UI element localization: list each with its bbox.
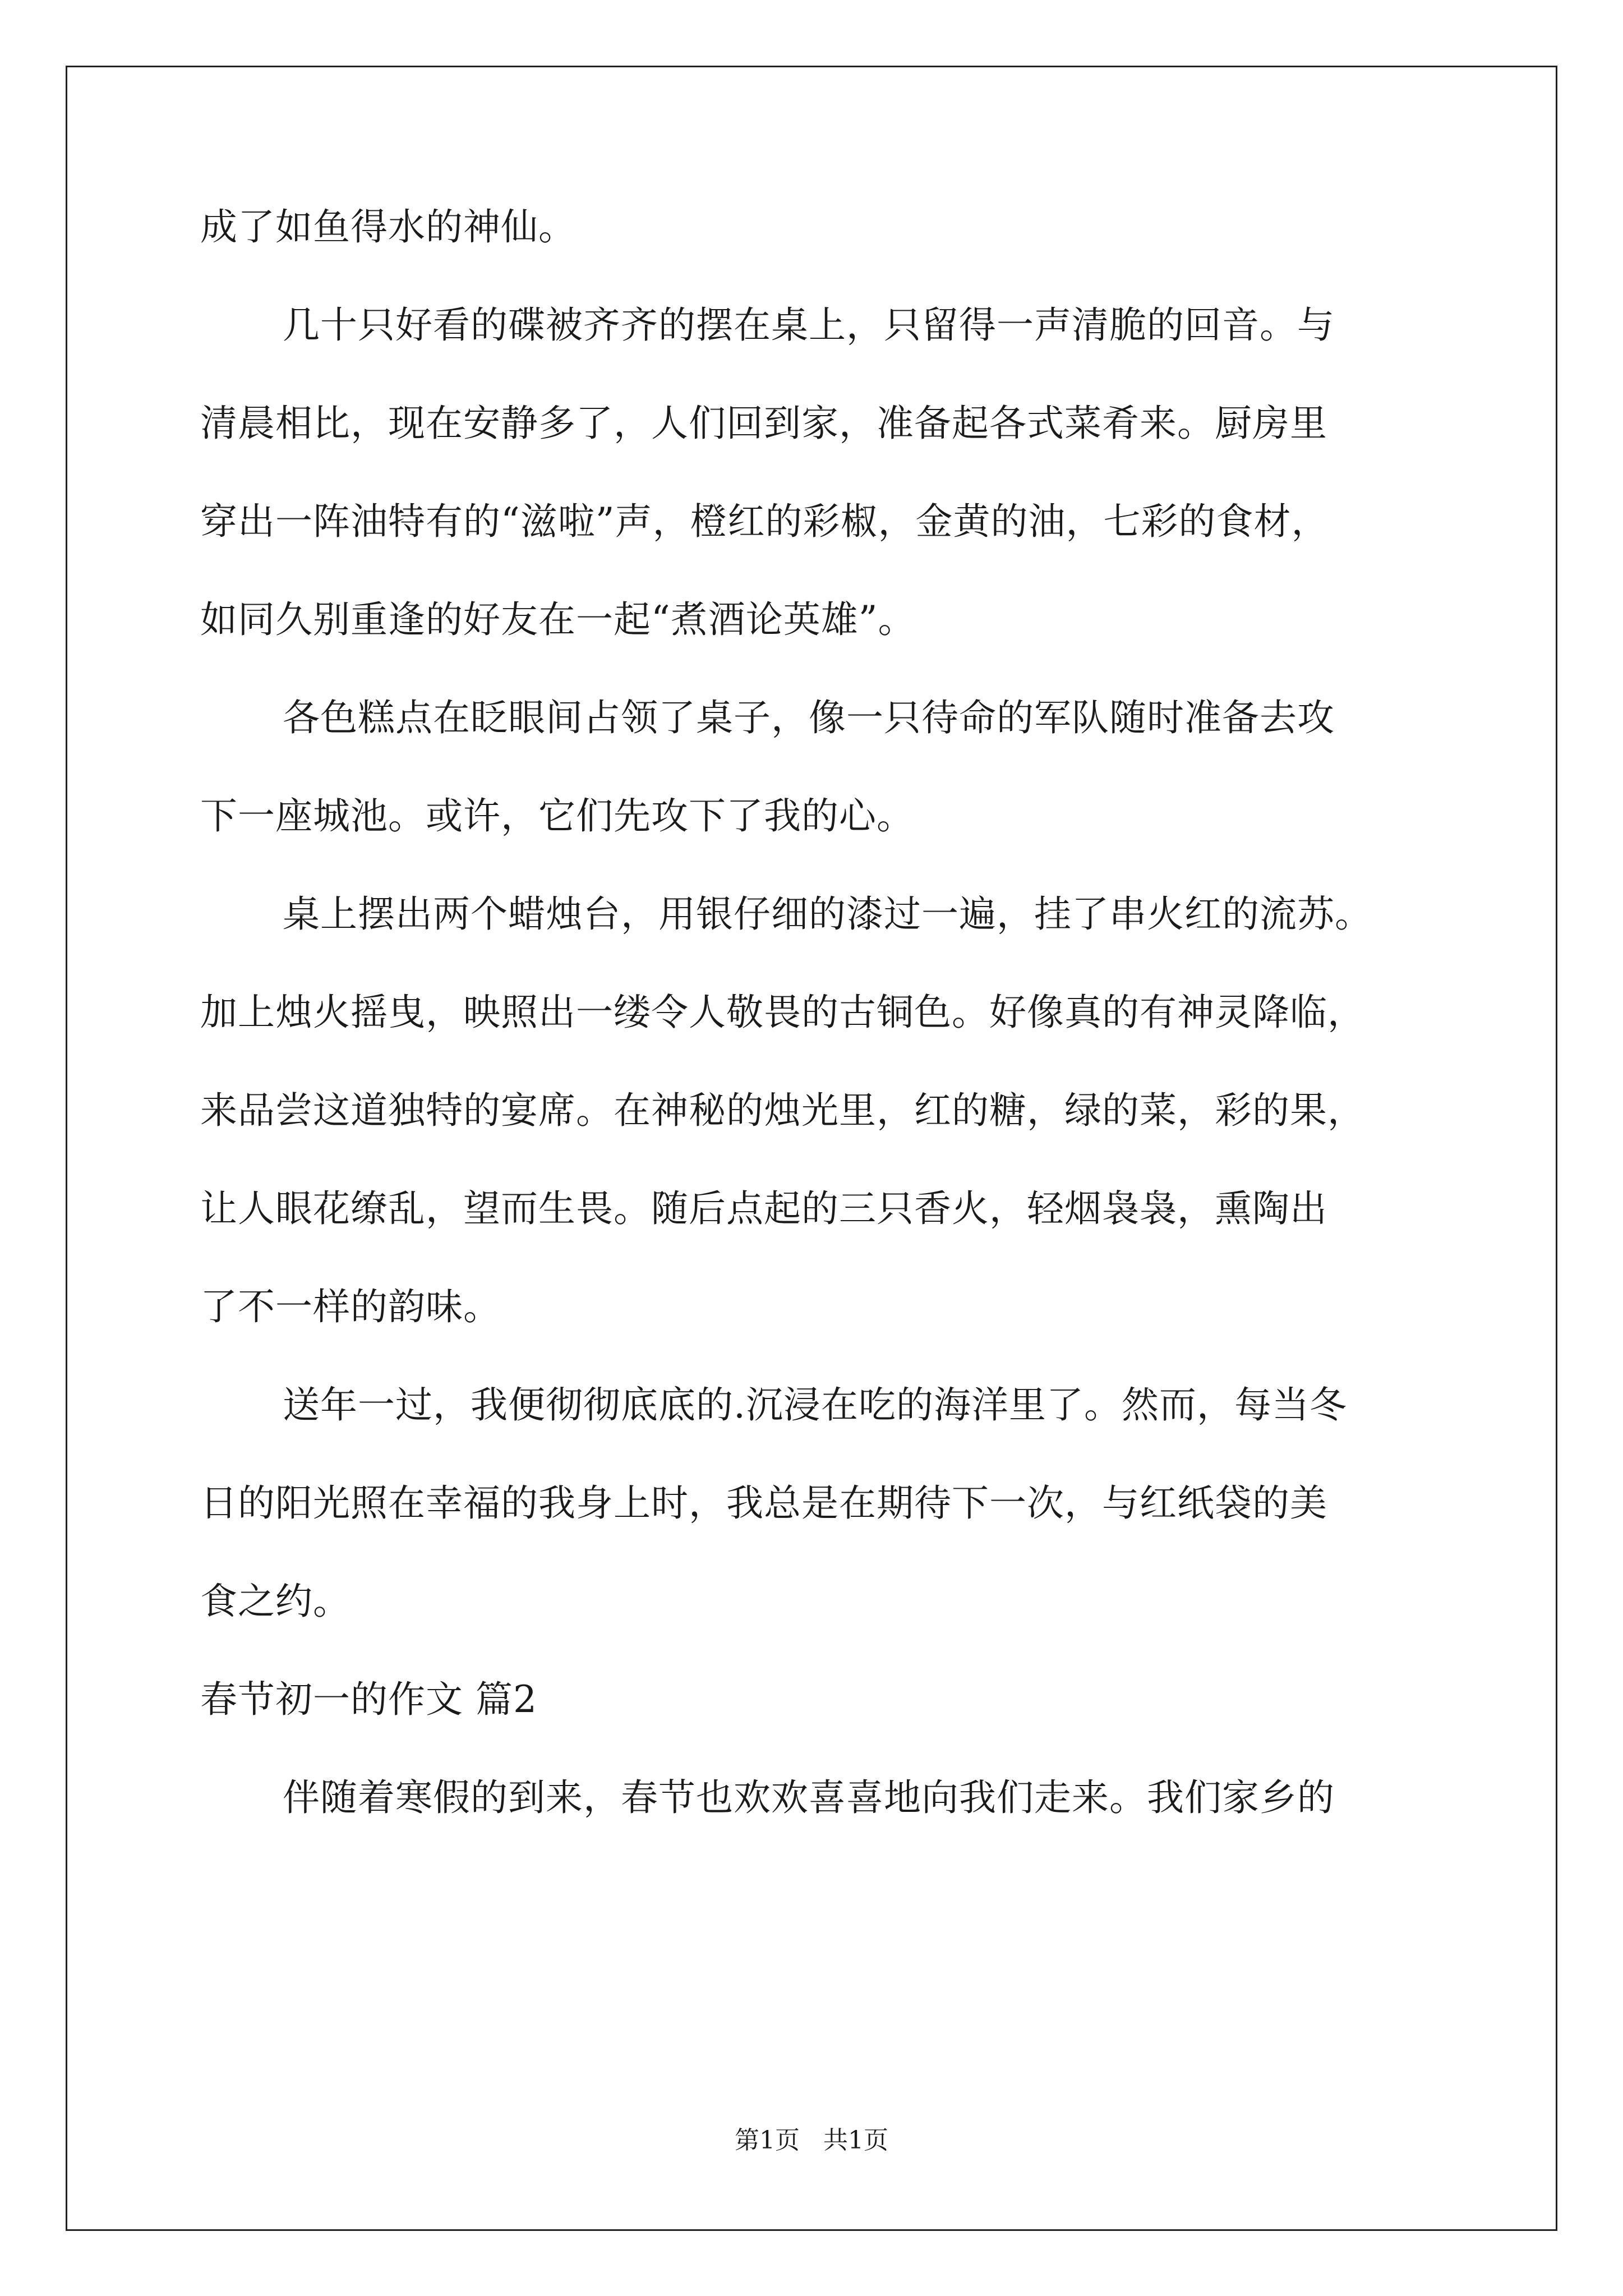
text-line: 加上烛火摇曳，映照出一缕令人敬畏的古铜色。好像真的有神灵降临， (200, 991, 1365, 1034)
text-line: 了不一样的韵味。 (200, 1285, 501, 1328)
text-line: 日的阳光照在幸福的我身上时，我总是在期待下一次，与红纸袋的美 (200, 1481, 1327, 1525)
paragraph-start-line: 桌上摆出两个蜡烛台，用银仔细的漆过一遍，挂了串火红的流苏。 (283, 892, 1372, 936)
section-heading: 春节初一的作文 篇2 (200, 1678, 537, 1721)
paragraph-start-line: 各色糕点在眨眼间占领了桌子，像一只待命的军队随时准备去攻 (283, 696, 1335, 739)
page-border (66, 66, 1557, 2231)
paragraph-start-line: 伴随着寒假的到来，春节也欢欢喜喜地向我们走来。我们家乡的 (283, 1776, 1335, 1819)
text-line: 下一座城池。或许，它们先攻下了我的心。 (200, 794, 914, 838)
paragraph-start-line: 送年一过，我便彻彻底底的.沉浸在吃的海洋里了。然而，每当冬 (283, 1383, 1347, 1427)
text-line: 清晨相比，现在安静多了，人们回到家，准备起各式菜肴来。厨房里 (200, 402, 1327, 445)
text-line: 食之约。 (200, 1580, 351, 1623)
text-line: 让人眼花缭乱，望而生畏。随后点起的三只香火，轻烟袅袅，熏陶出 (200, 1187, 1327, 1230)
paragraph-start-line: 几十只好看的碟被齐齐的摆在桌上，只留得一声清脆的回音。与 (283, 303, 1335, 347)
text-line: 成了如鱼得水的神仙。 (200, 205, 576, 249)
page-footer: 第1页 共1页 (735, 2126, 888, 2155)
text-line: 穿出一阵油特有的“滋啦”声，橙红的彩椒，金黄的油，七彩的食材， (200, 500, 1329, 543)
text-line: 来品尝这道独特的宴席。在神秘的烛光里，红的糖，绿的菜，彩的果， (200, 1089, 1365, 1132)
text-line: 如同久别重逢的好友在一起“煮酒论英雄”。 (200, 598, 916, 641)
